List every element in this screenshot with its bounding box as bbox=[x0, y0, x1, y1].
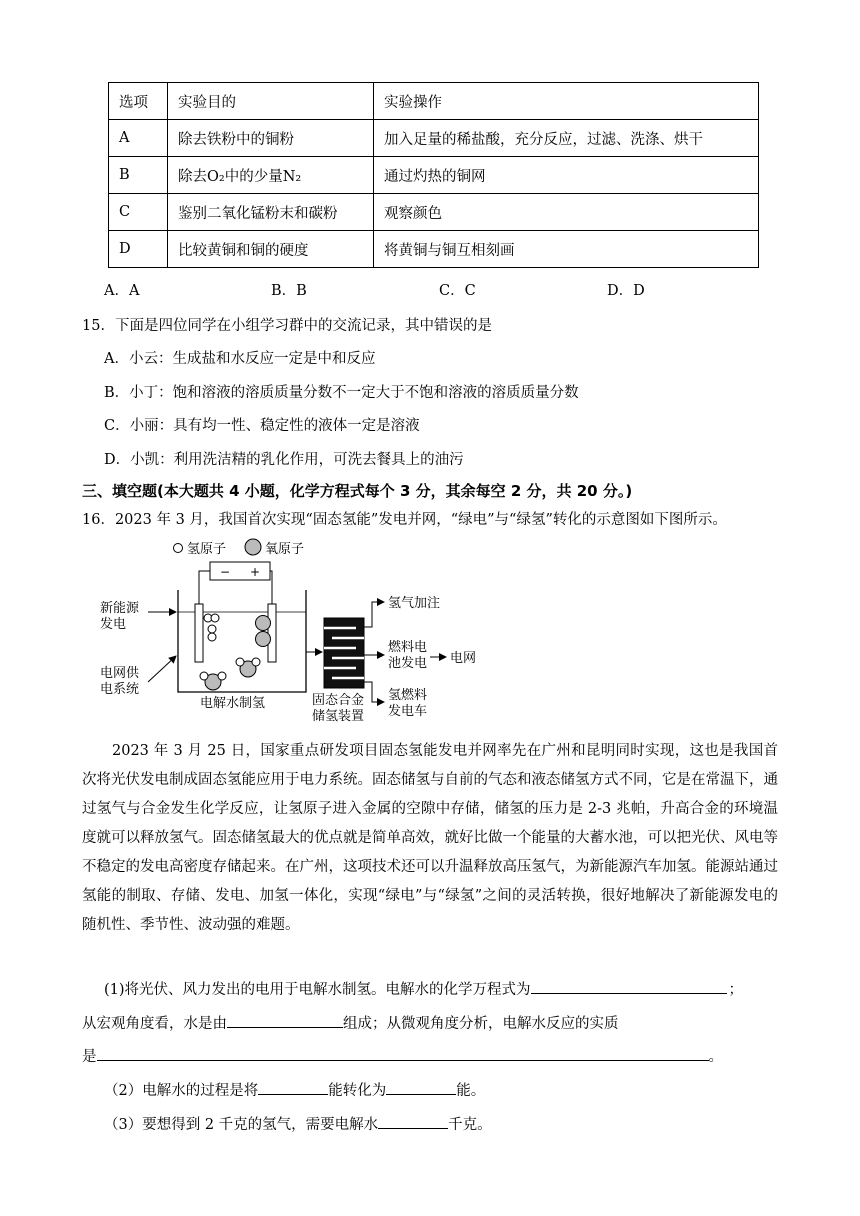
table-header-cell: 选项 bbox=[109, 83, 168, 120]
source-new-energy-line1: 新能源 bbox=[100, 601, 140, 616]
table-cell: 鉴别二氧化锰粉末和碳粉 bbox=[168, 194, 374, 231]
anode-icon bbox=[268, 604, 276, 662]
sub3-text-b: 千克。 bbox=[448, 1117, 492, 1133]
oxygen-atom-legend-icon bbox=[245, 539, 261, 555]
source-new-energy-line2: 发电 bbox=[100, 617, 127, 632]
output-refuel: 氢气加注 bbox=[388, 596, 441, 611]
q15-option-c[interactable]: C．小丽：具有均一性、稳定性的液体一定是溶液 bbox=[104, 418, 420, 434]
answer-blank-essence[interactable] bbox=[97, 1046, 709, 1061]
output-fuel-cell-line1: 燃料电 bbox=[388, 640, 428, 655]
experiment-table bbox=[108, 82, 759, 268]
table-cell: B bbox=[109, 157, 168, 194]
storage-label-line1: 固态合金 bbox=[312, 693, 365, 708]
table-cell: 比较黄铜和铜的硬度 bbox=[168, 231, 374, 268]
output-grid: 电网 bbox=[450, 651, 477, 666]
sub1c-end: 。 bbox=[708, 1049, 723, 1065]
hydrogen-energy-diagram bbox=[100, 532, 500, 730]
sub-question-3 bbox=[104, 1113, 492, 1134]
table-cell: 观察颜色 bbox=[374, 194, 759, 231]
output-car-line1: 氢燃料 bbox=[388, 688, 428, 703]
sub-question-1-line3 bbox=[82, 1045, 723, 1066]
question-16-stem: 16．2023 年 3 月，我国首次实现“固态氢能”发电并网，“绿电”与“绿氢”转化的示意图如下图所示。 bbox=[82, 512, 727, 528]
hydrogen-atom-legend-icon bbox=[174, 544, 183, 553]
choice-c[interactable]: C．C bbox=[439, 283, 476, 299]
table-row bbox=[109, 157, 759, 194]
electrolysis-label: 电解水制氢 bbox=[200, 696, 266, 711]
answer-blank-energy-from[interactable] bbox=[258, 1080, 328, 1095]
table-row bbox=[109, 194, 759, 231]
choice-b[interactable]: B．B bbox=[271, 283, 307, 299]
sub1b-mid: 组成；从微观角度分析，电解水反应的实质 bbox=[343, 1016, 619, 1032]
table-header-row bbox=[109, 83, 759, 120]
reading-passage: 2023 年 3 月 25 日，国家重点研发项目固态氢能发电并网率先在广州和昆明同时实现，这也是我国首次将光伏发电制成固态氢能应用于电力系统。固态储氢与自前的气态和液态储氢方式不同，它是在常温下，通过氢气与合金发生化学反应，让氢原子进入金属的空隙中存储，储氢的压力是 2-3 兆帕，升高合金的环境温度就可以释放氢气。固态储氢最大的优点就是简单高效，就好比做一个能量的大蓄水池，可以把光伏、风电等不稳定的发电高密度存储起来。在广州，这项技术还可以升温释放高压氢气，为新能源汽车加氢。能源站通过氢能的制取、存储、发电、加氢一体化，实现“绿电”与“绿氢”之间的灵活转换，很好地解决了新能源发电的随机性、季节性、波动强的难题。 bbox=[82, 743, 778, 933]
sub2-text-c: 能。 bbox=[456, 1083, 486, 1099]
sub2-text-b: 能转化为 bbox=[328, 1083, 387, 1099]
sub3-text-a: （3）要想得到 2 千克的氢气，需要电解水 bbox=[104, 1117, 379, 1133]
q15-option-d[interactable]: D．小凯：利用洗洁精的乳化作用，可洗去餐具上的油污 bbox=[104, 452, 464, 468]
q15-option-b[interactable]: B．小丁：饱和溶液的溶质质量分数不一定大于不饱和溶液的溶质质量分数 bbox=[104, 385, 579, 401]
q15-option-a[interactable]: A．小云：生成盐和水反应一定是中和反应 bbox=[104, 351, 376, 367]
sub-question-1-line1 bbox=[104, 978, 743, 999]
sub2-text-a: （2）电解水的过程是将 bbox=[104, 1083, 259, 1099]
table-cell: A bbox=[109, 120, 168, 157]
power-supply-icon bbox=[210, 562, 270, 580]
table-cell: 除去O₂中的少量N₂ bbox=[168, 157, 374, 194]
table-cell: 通过灼热的铜网 bbox=[374, 157, 759, 194]
table-header-cell: 实验操作 bbox=[374, 83, 759, 120]
table-cell: 除去铁粉中的铜粉 bbox=[168, 120, 374, 157]
storage-label-line2: 储氢装置 bbox=[312, 709, 365, 724]
output-fuel-cell-line2: 池发电 bbox=[388, 656, 428, 671]
source-grid-line1: 电网供 bbox=[100, 666, 140, 681]
plus-sign: + bbox=[250, 565, 261, 579]
sub-question-1-line2 bbox=[82, 1012, 619, 1033]
sub1-text: (1)将光伏、风力发出的电用于电解水制氢。电解水的化学万程式为 bbox=[104, 982, 531, 998]
solid-storage-icon bbox=[324, 618, 364, 688]
table-row bbox=[109, 231, 759, 268]
answer-blank-mass[interactable] bbox=[378, 1114, 448, 1129]
table-cell: C bbox=[109, 194, 168, 231]
sub1c-text: 是 bbox=[82, 1049, 97, 1065]
section-heading: 三、填空题(本大题共 4 小题，化学方程式每个 3 分，其余每空 2 分，共 20 分。) bbox=[82, 482, 633, 500]
answer-blank-energy-to[interactable] bbox=[386, 1080, 456, 1095]
sub-question-2 bbox=[104, 1079, 485, 1100]
table-row bbox=[109, 120, 759, 157]
source-grid-line2: 电系统 bbox=[100, 682, 140, 697]
answer-blank-composition[interactable] bbox=[227, 1013, 343, 1028]
table-cell: D bbox=[109, 231, 168, 268]
choice-d[interactable]: D．D bbox=[607, 283, 645, 299]
cathode-icon bbox=[195, 604, 203, 662]
table-header-cell: 实验目的 bbox=[168, 83, 374, 120]
answer-blank-equation[interactable] bbox=[531, 979, 727, 994]
output-car-line2: 发电车 bbox=[388, 704, 428, 719]
sub1b-text: 从宏观角度看，水是由 bbox=[82, 1016, 227, 1032]
sub1-end: ； bbox=[728, 982, 744, 998]
legend-hydrogen-label: 氢原子 bbox=[187, 542, 227, 557]
legend-oxygen-label: 氧原子 bbox=[265, 542, 305, 557]
question-15-stem: 15．下面是四位同学在小组学习群中的交流记录，其中错误的是 bbox=[82, 318, 492, 334]
choice-a[interactable]: A．A bbox=[104, 283, 140, 299]
table-cell: 加入足量的稀盐酸，充分反应，过滤、洗涤、烘干 bbox=[374, 120, 759, 157]
minus-sign: − bbox=[220, 565, 231, 579]
table-cell: 将黄铜与铜互相刻画 bbox=[374, 231, 759, 268]
